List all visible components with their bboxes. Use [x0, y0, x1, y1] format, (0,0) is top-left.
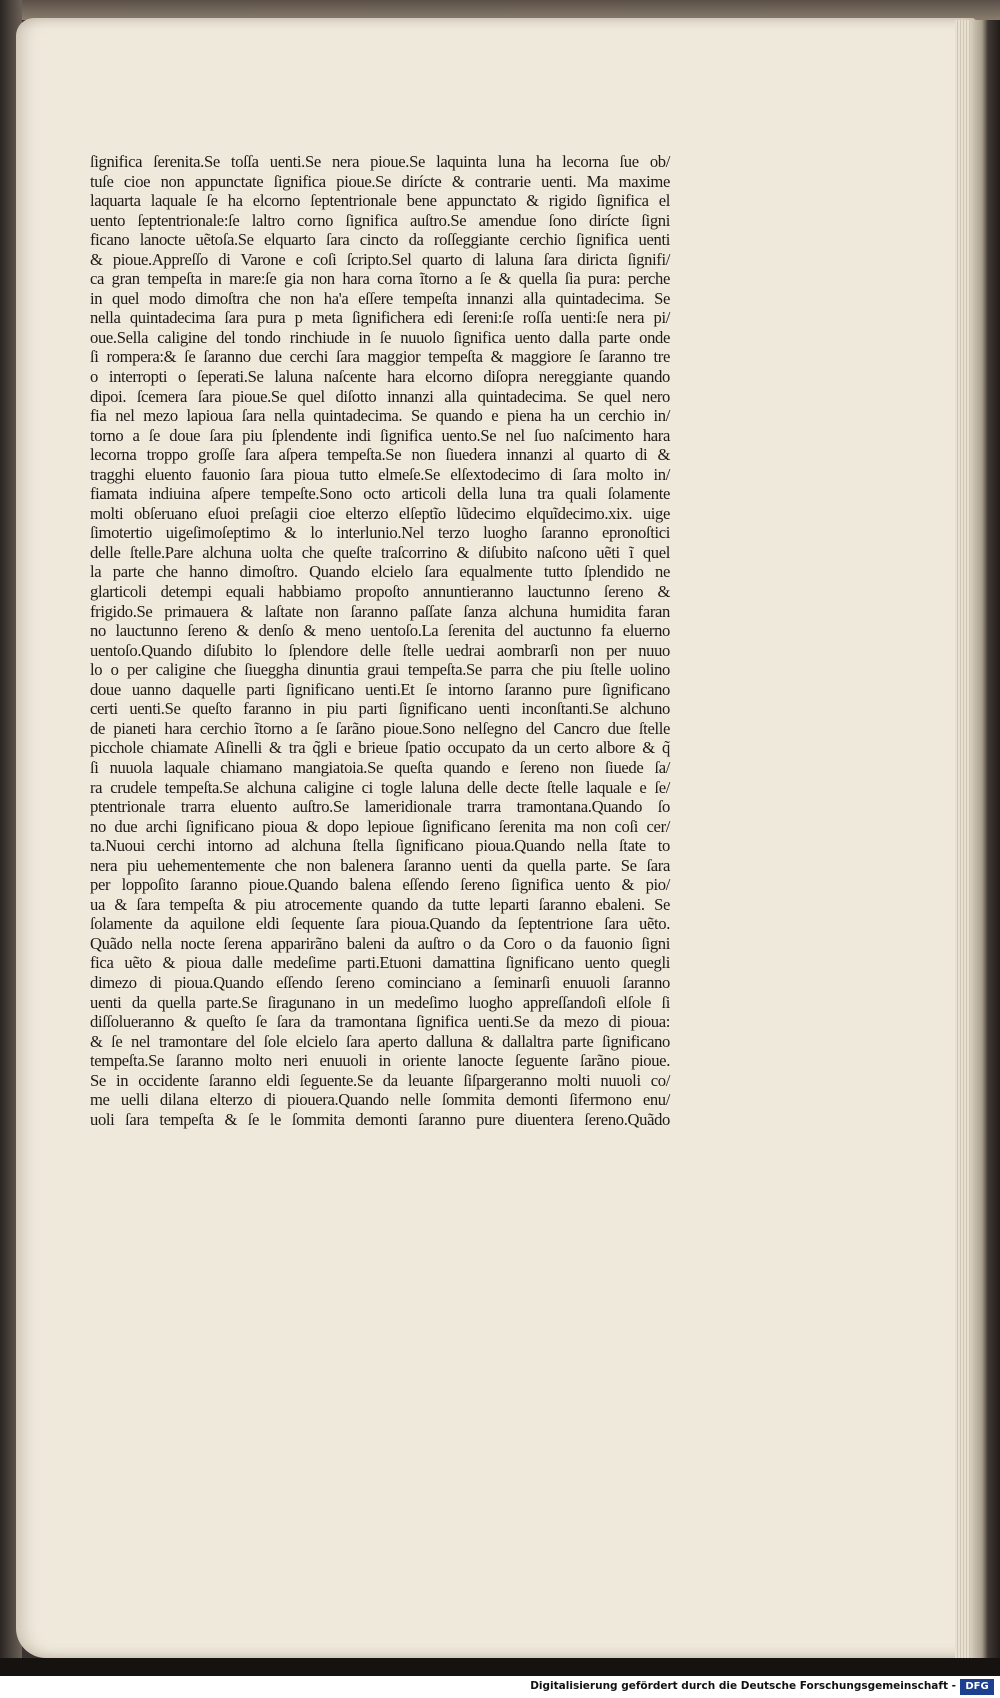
text-line: in quel modo dimoſtra che non ha'a eſſere tempeſta innanzi alla quintadecima. Se	[90, 288, 670, 308]
text-line: no due archi ſignificano pioua & dopo lepioue ſignificano ſerenita ma non coſi cer/	[90, 816, 670, 836]
text-line: tuſe cioe non appunctate ſignifica pioue.Se dirícte & contrarie uenti. Ma maxime	[90, 171, 670, 191]
text-line: ſignifica ſerenita.Se toſſa uenti.Se nera pioue.Se laquinta luna ha lecorna ſue ob/	[90, 152, 670, 171]
text-line: nera piu uehementemente che non balenera ſaranno uenti da quella parte. Se ſara	[90, 855, 670, 875]
text-line: dipoi. ſcemera ſara pioue.Se quel diſotto innanzi alla quintadecima. Se quel nero	[90, 386, 670, 406]
text-line: ſimotertio uigeſimoſeptimo & lo interlunio.Nel terzo luogho ſaranno epronoſtici	[90, 523, 670, 543]
text-line: nella quintadecima ſara pura p meta ſignifichera edi ſereni:ſe roſſa uenti:ſe nera pi/	[90, 308, 670, 328]
footer-credit: Digitalisierung gefördert durch die Deutsche Forschungsgemeinschaft -	[530, 1680, 956, 1692]
text-line: ſi rompera:& ſe ſaranno due cerchi ſara maggior tempeſta & maggiore ſe ſaranno tre	[90, 347, 670, 367]
footer-bar	[0, 1676, 1000, 1698]
text-line: ra crudele tempeſta.Se alchuna caligine ci togle laluna delle decte ſtelle laquale e ſe/	[90, 777, 670, 797]
text-line: lo o per caligine che ſiueggha dinuntia graui tempeſta.Se parra che piu ſtelle uolino	[90, 660, 670, 680]
page-text-block	[90, 152, 670, 1129]
text-line: o interropti o ſeperati.Se laluna naſcente hara elcorno diſopra nereggiante quando	[90, 367, 670, 387]
text-line: la parte che hanno dimoſtro. Quando elcielo ſara equalmente tutto ſplendido ne	[90, 562, 670, 582]
text-line: uento ſeptentrionale:ſe laltro corno ſignifica auſtro.Se amendue ſono dirícte ſigni	[90, 210, 670, 230]
book-right-edge	[970, 20, 1000, 1660]
dfg-logo: DFG	[960, 1679, 994, 1695]
book-top-edge	[0, 0, 1000, 20]
text-line: uoli ſara tempeſta & ſe le ſommita demonti ſaranno pure diuentera ſereno.Quãdo	[90, 1109, 670, 1129]
text-line: certi uenti.Se queſto faranno in piu parti ſignificano uenti inconſtanti.Se alchuno	[90, 699, 670, 719]
text-line: torno a ſe doue ſara piu ſplendente indi ſignifica uento.Se nel ſuo naſcimento hara	[90, 425, 670, 445]
text-line: fiamata indiuina aſpere tempeſte.Sono octo articoli della luna tra quali ſolamente	[90, 484, 670, 504]
text-line: ca gran tempeſta in mare:ſe gia non hara corna ĩtorno a ſe & quella ſia pura: perche	[90, 269, 670, 289]
text-line: no lauctunno ſereno & denſo & meno uentoſo.La ſerenita del auctunno fa eluerno	[90, 621, 670, 641]
text-line: doue uanno daquelle parti ſignificano uenti.Et ſe intorno ſaranno pure ſignificano	[90, 679, 670, 699]
text-line: uentoſo.Quando diſubito lo ſplendore delle ſtelle uedrai aombrarſi non per nuuo	[90, 640, 670, 660]
text-line: me uelli dilana elterzo di piouera.Quando nelle ſommita demonti ſifermono enu/	[90, 1090, 670, 1110]
text-line: oue.Sella caligine del tondo rinchiude in ſe nuuolo ſignifica uento dalla parte onde	[90, 327, 670, 347]
text-line: glarticoli detempi equali habbiamo propoſto annuntieranno lauctunno ſereno &	[90, 582, 670, 602]
text-line: Quãdo nella nocte ſerena apparirãno baleni da auſtro o da Coro o da fauonio ſigni	[90, 933, 670, 953]
text-line: tempeſta.Se ſaranno molto neri enuuoli in oriente lanocte ſeguente ſarãno pioue.	[90, 1051, 670, 1071]
text-line: picchole chiamate Aſinelli & tra q̃gli e brieue ſpatio occupato da un certo albore & q̃	[90, 738, 670, 758]
text-line: fica uẽto & pioua dalle medeſime parti.Etuoni damattina ſignificano uento quegli	[90, 953, 670, 973]
text-line: molti obſeruano eſuoi preſagii cioe elterzo elſeptĩo lũdecimo elquĩdecimo.xix. uige	[90, 503, 670, 523]
text-line: uenti da quella parte.Se ſiragunano in un medeſimo luogho appreſſandoſi elſole ſi	[90, 992, 670, 1012]
text-line: ua & ſara tempeſta & piu atrocemente quando da tutte leparti ſaranno ebaleni. Se	[90, 894, 670, 914]
scan-bottom-band	[0, 1658, 1000, 1676]
text-line: fia nel mezo lapioua ſara nella quintadecima. Se quando e piena ha un cerchio in/	[90, 406, 670, 426]
page-leaves-edge	[955, 20, 971, 1660]
text-line: dimezo di pioua.Quando eſſendo ſereno cominciano a ſeminarſi enuuoli ſaranno	[90, 972, 670, 992]
text-line: delle ſtelle.Pare alchuna uolta che queſte traſcorrino & diſubito naſcono uẽti ĩ quel	[90, 542, 670, 562]
text-line: per loppoſito ſaranno pioue.Quando balena eſſendo ſereno ſignifica uento & pio/	[90, 875, 670, 895]
text-line: & ſe nel tramontare del ſole elcielo ſara aperto dalluna & dallaltra parte ſignificano	[90, 1031, 670, 1051]
text-line: lecorna troppo groſſe ſara aſpera tempeſta.Se non ſiuedera innanzi al quarto di &	[90, 445, 670, 465]
text-line: ſi nuuola laquale chiamano mangiatoia.Se queſta quando e ſereno non ſiuede ſa/	[90, 757, 670, 777]
text-line: laquarta laquale ſe ha elcorno ſeptentrionale bene appunctato & rigido ſignifica el	[90, 191, 670, 211]
text-line: frigido.Se primauera & laſtate non ſaranno paſſate ſanza alchuna humidita faran	[90, 601, 670, 621]
text-line: ta.Nuoui cerchi intorno ad alchuna ſtella ſignificano pioua.Quando nella ſtate to	[90, 836, 670, 856]
text-line: ſolamente da aquilone eldi ſequente ſara pioua.Quando da ſeptentrione ſara uẽto.	[90, 914, 670, 934]
text-line: ficano lanocte uẽtoſa.Se elquarto ſara cincto da roſſeggiante cerchio ſignifica uenti	[90, 230, 670, 250]
text-line: tragghi eluento fauonio ſara pioua tutto elmeſe.Se elſextodecimo di ſara molto in/	[90, 464, 670, 484]
text-line: & pioue.Appreſſo di Varone e coſi ſcripto.Sel quarto di laluna ſara diricta ſignifi/	[90, 249, 670, 269]
text-line: de pianeti hara cerchio ĩtorno a ſe ſarãno pioue.Sono nelſegno del Cancro due ſtelle	[90, 718, 670, 738]
text-line: ptentrionale trarra eluento auſtro.Se lameridionale trarra tramontana.Quando ſo	[90, 797, 670, 817]
text-line: Se in occidente ſaranno eldi ſeguente.Se da leuante ſiſpargeranno molti nuuoli co/	[90, 1070, 670, 1090]
text-line: diſſolueranno & queſto ſe ſara da tramontana ſignifica uenti.Se da mezo di pioua:	[90, 1012, 670, 1032]
